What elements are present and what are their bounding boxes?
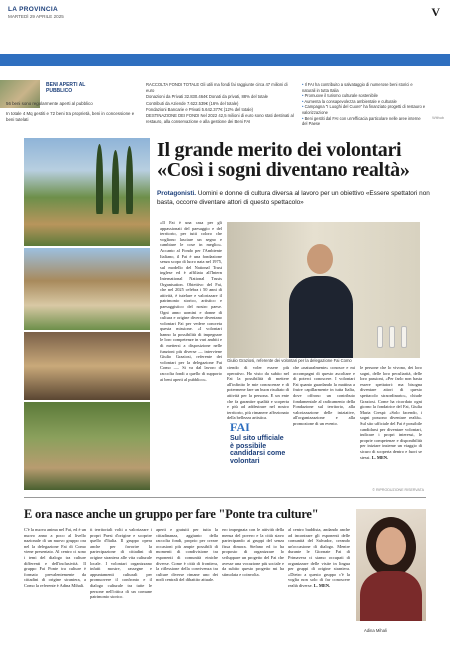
- cypress-tree-shape: [126, 146, 133, 214]
- impact-item: • Beni gestiti dal FAI con un'efficacia particolare nelle aree interne del Paese: [302, 116, 426, 127]
- cypress-tree-shape: [112, 150, 119, 214]
- villa-garden-photo: [24, 138, 150, 246]
- article-column-1: «Il Fai è una casa per gli appassionati del paesaggio e del territorio, per tutti coloro che vogliono lasciare un segno e cambiare le cose in meglio». Accanto al Fondo per l'Ambiente Italiano, il Fai è una fondazione senza scopo di lucro nata nel 1975, sul modello del National Trust inglese ed è affiliata all'Intern International National Trusts Organisation. Obiettivo del Fai, che nel 2025 celebra i 50 anni di attività, è tutelare e valorizzare il patrimonio storico, artistico e paesaggistico del nostro paese. Ogni anno uomini e donne di cultura e origine diverse diventano volontari Fai per vedere concreta questa missione. «I volontari hanno la possibilità di impegnare le loro competenze in vari ambiti e di mettersi a disposizione nelle funzioni più diverse — interviene Giulio Graziosi, referente dei volontari per la delegazione Fai Como —. Si va dal lavoro di raccolta fondi a quello di supporto ai beni aperti al pubblico».: [160, 220, 222, 382]
- adina-caption: Adina Mihali: [364, 628, 387, 633]
- fundraising-stats: [146, 82, 296, 125]
- stat-beni-totali: In totale 4 Mq gestiti e 72 beni tra proprietà, beni in concessione e beni tutelati: [6, 111, 135, 122]
- adina-mihali-portrait: [356, 509, 426, 621]
- villa-facade-photo: [24, 248, 150, 330]
- beni-title: BENI APERTI AL PUBBLICO: [46, 82, 86, 94]
- copyright-note: © RIPRODUZIONE RISERVATA: [372, 488, 424, 492]
- fundraising-line: Contributi da Aziende 7.622.539€ (16% del totale): [146, 100, 239, 106]
- glass-shape: [401, 326, 407, 348]
- fundraising-line: Fondazioni Bancarie e Privati 5.642.377€ (12% del totale): [146, 106, 254, 112]
- article-author: L. MEN.: [371, 454, 389, 460]
- fai-impact-list: [302, 82, 426, 127]
- person-body: [289, 276, 353, 358]
- second-column-4: ero impegnata con le attività della mensa del povero e la città stavo partecipando ai gruppi del senza fissa dimora. Stefano ed io ha proposto di organizzare lo sviluppare un progetto del Fai che avesse una vocazione più sociale e da subito questo progetto mi ha stimolata e coinvolta.: [222, 527, 284, 577]
- column-text: le persone che lo vivono, dei loro sogni, delle loro peculiarità, delle loro passioni, «Per farlo non basta essere spettatori: ma bisogna diventare attori di questo spettacolo straordinario», chiude Graziosi. Come ha ricordato ogni giorno la fondatrice del Fai, Giulia Maria Crespi: «Solo facendo, i sogni possono diventare realtà». Sul sito ufficiale del Fai è possibile candidarsi per diventare volontari, indicare i propri interessi, le proprie competenze e disponibilità per iniziare insieme un viaggio di sicuro di scoperta dentro e fuori se stessi.: [360, 365, 422, 460]
- portrait-body: [360, 571, 422, 621]
- second-column-5: [288, 527, 350, 640]
- volunteer-sidebox: [230, 420, 286, 480]
- column-text: al centro buddista, andando anche ad incontrare gli esponenti delle comunità del Salvador, creando un'occasione di dialogo. Mentre durante le Giornate Fai di Primavera ci siamo occupati di organizzare delle visite in lingua per gruppi di origine straniera. «Dietro a questo gruppo c'è la voglia non solo di far conoscere realtà diverse.: [288, 527, 350, 588]
- portrait-face: [376, 527, 406, 565]
- portrait-caption: Giulio Graziosi, referente dei volontari per la delegazione Fai Como: [227, 358, 352, 363]
- article-column-4: [360, 365, 422, 488]
- impact-item: • Il FAI ha contribuito a salvataggio di numerose beni storici e naturali in tutta Italia: [302, 82, 426, 93]
- person-figure: [289, 240, 353, 358]
- second-author: L. MEN.: [313, 582, 331, 588]
- kicker-label: Protagonisti.: [157, 190, 197, 197]
- infographic-source: Withub: [432, 116, 444, 120]
- second-column-3: aperti e gratuiti per tutta la cittadinanza, aggiunto della raccolta fondi, proprio per creare occasioni più ampie possibili di momenti di condivisione tra esponenti di comunità etniche diverse. Come è città di frontiera, la riflessione della convivenza tra culture diverse rimane uno dei nodi centrali del dibattito attuale.: [156, 527, 218, 583]
- sidebox-text: Sul sito ufficiale è possibile candidarsi come volontari: [230, 435, 286, 465]
- impact-item: • Campagna "I Luoghi del Cuore" ha finanziato progetti di restauro e valorizzazione: [302, 104, 426, 115]
- article-headline: [157, 140, 441, 180]
- article-kicker: [157, 190, 441, 207]
- blue-header-bar: [0, 54, 450, 66]
- article-column-3: che «naturalmente» conosce e mi accompagni di questo ascoltare e di poterci conoscere. I volontari Fai quanto guardando la mattina a fruire capillarmente in tutta Italia, dove offrono un contributo fondamentale al radicamento della Fondazione sul territorio, alla valorizzazione delle iniziative, all'organizzazione e alla promozione di un evento.: [293, 365, 355, 426]
- impact-item: • Aumenta la consapevolezza ambientale e culturale: [302, 99, 426, 105]
- fai-infographic: [0, 78, 450, 127]
- masthead: [8, 6, 442, 28]
- page-number: V: [431, 5, 440, 19]
- graziosi-portrait-photo: [227, 222, 420, 358]
- fai-logo-icon: FAI: [230, 420, 250, 434]
- villa-interior-photo: [24, 332, 150, 400]
- second-headline: E ora nasce anche un gruppo per fare "Ponte tra culture": [24, 507, 319, 521]
- glass-shape: [389, 326, 395, 348]
- fundraising-line: Donazioni da Privati 32.830.464€ Donati da privati, 88% del totale: [146, 94, 268, 100]
- headline-line: «Così i sogni diventano realtà»: [157, 159, 410, 181]
- second-column-1: C'è la nuova anima nel Fai, ed è un nuovo anno a poco al livello nazionale di un nuovo gruppo ora nel la delegazione Fai di Como viene presentato. Al centro ci sono i temi del dialogo tra culture differenti e dell'inclusività. Il gruppo Fai Ponte tra culture è formato prevalentemente da cittadini di origine straniera, a Como la referente è Adina Mihali.: [24, 527, 86, 588]
- person-head: [307, 244, 333, 274]
- glass-shape: [377, 326, 383, 348]
- stat-beni-aperti: 56 beni sono regolarmente aperti al pubblico: [6, 101, 93, 106]
- villa-park-photo: [24, 402, 150, 490]
- headline-line: Il grande merito dei volontari: [157, 139, 402, 161]
- fundraising-line: DESTINAZIONE DEI FONDI Nel 2022 42,5 milioni di euro sono stati destinati al restauro, alla conservazione e alla gestione dei Beni FAI: [146, 113, 294, 125]
- section-divider: [24, 497, 426, 498]
- fai-villa-photo-collage: [24, 138, 150, 490]
- second-column-2: ti territoriali volti a valorizzare i propri Paesi d'origine e scoprire quello d'Italia. Il gruppo opera anche per favorire la partecipazione di cittadini di origine straniera alle vita culturale locale. I volontari organizzano infatti mostre, rassegne e appuntamenti culturali per promuovere il confronto e il dialogo culturale tra tutte le persone nell'ottica di un comune patrimonio storico.: [90, 527, 152, 600]
- column-text: ciendo di voler essere più operativo. Ho visto da subito nel Fai la possibilità di mettere all'infinito le mie conoscenze e di potermene fare un buon risultato di attività per la persona. E un ente che fa garantire qualità e scoperta e più ad addestrare nel nostro territorio, più rimanere affezionato della bellezza artistica.: [227, 365, 289, 421]
- issue-date: MARTEDÌ 29 APRILE 2025: [8, 14, 64, 19]
- fundraising-line: RACCOLTA FONDI TOTALE Gli utili ma fondi fai raggiunte circa 47 milioni di euro: [146, 82, 288, 94]
- cypress-tree-shape: [96, 144, 103, 214]
- kicker-text: Uomini e donne di cultura diversa al lavoro per un obiettivo «Essere spettatori non basta, occorre diventare attori di questo spettacolo»: [157, 190, 430, 206]
- impact-item: • Promuove il turismo culturale sostenibile: [302, 93, 426, 99]
- newspaper-name: LA PROVINCIA: [8, 6, 58, 13]
